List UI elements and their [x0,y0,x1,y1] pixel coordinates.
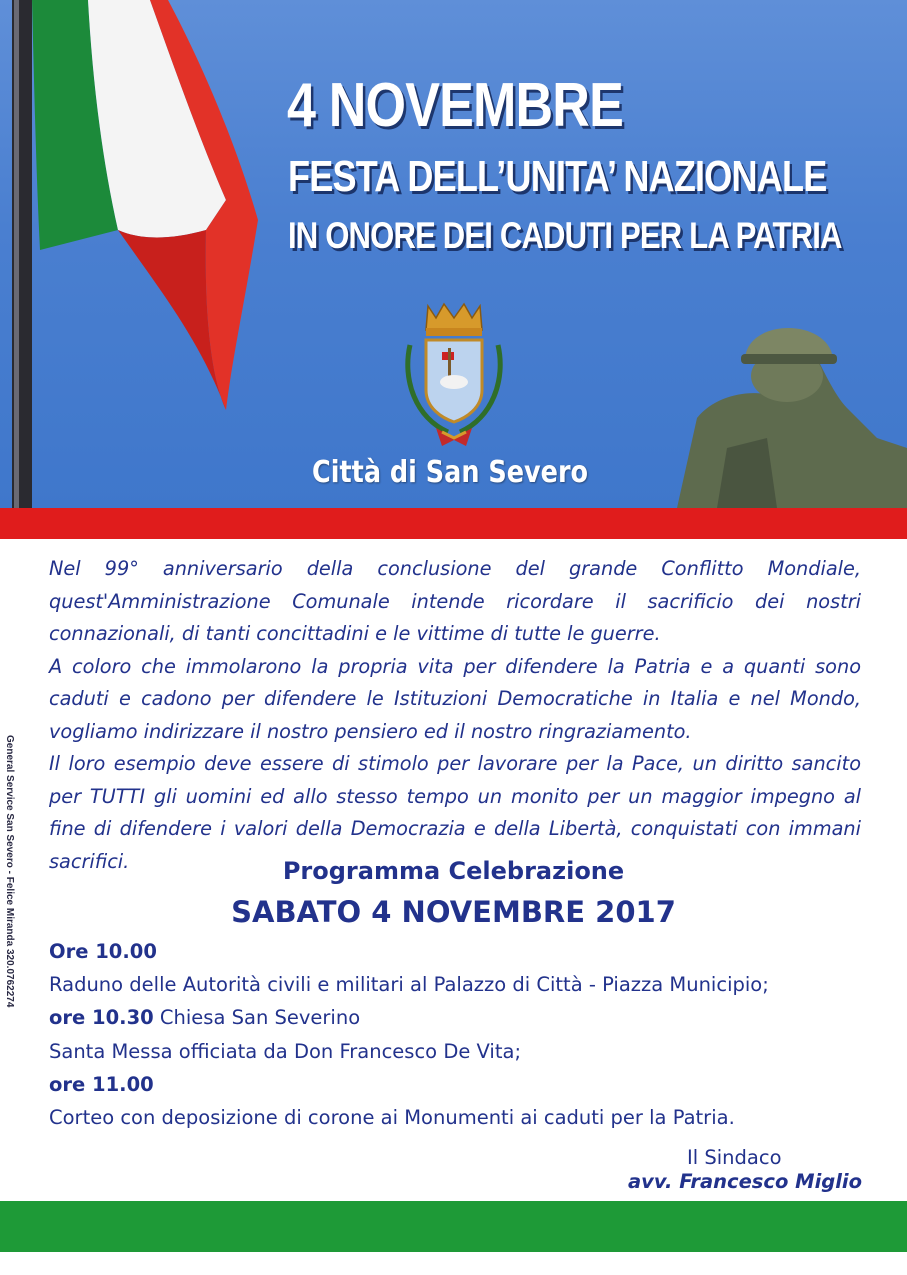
title-line-1: 4 NOVEMBRE [287,71,623,140]
intro-text [49,553,861,878]
title-line-3: IN ONORE DEI CADUTI PER LA PATRIA [288,215,842,256]
place-label: Chiesa San Severino [153,1006,361,1030]
soldier-statue-icon [637,298,907,508]
time-label: ore 11.00 [49,1072,154,1096]
signer-role: Il Sindaco [687,1146,782,1169]
intro-paragraph-1: Nel 99° anniversario della conclusione del grande Conflitto Mondiale, quest'Amministrazione Comunale intende ricordare il sacrificio dei nostri connazionali, di tanti concittadini e le vittime di tutte le guerre. [49,557,861,645]
schedule-time-1 [49,935,879,968]
schedule-time-2 [49,1001,879,1034]
time-label: ore 10.30 [49,1006,154,1030]
red-band [0,508,907,539]
schedule-desc-2: Santa Messa officiata da Don Francesco De Vita; [49,1039,522,1063]
schedule-desc-1: Raduno delle Autorità civili e militari al Palazzo di Città - Piazza Municipio; [49,973,769,997]
intro-paragraph-2: A coloro che immolarono la propria vita per difendere la Patria e a quanti sono caduti e cadono per difendere le Istituzioni Democratiche in Italia e nel Mondo, vogliamo indirizzare il nostro pensiero ed il nostro ringraziamento. [49,654,861,743]
side-credit: General Service San Severo - Felice Miranda 320.0762274 [4,735,15,1008]
coat-of-arms-icon [396,300,512,450]
header-banner [0,0,907,508]
schedule-desc-3: Corteo con deposizione di corone ai Monumenti ai caduti per la Patria. [49,1106,735,1130]
program-title: Programma Celebrazione [282,857,625,885]
program-schedule [49,935,879,1134]
title-line-2: FESTA DELL’UNITA’ NAZIONALE [288,152,827,201]
intro-paragraph-3: Il loro esempio deve essere di stimolo per lavorare per la Pace, un diritto sancito per TUTTI gli uomini ed allo stesso tempo un monito per un maggior impegno al fine di difendere i valori della Democrazia e della Libertà, conquistati con immani sacrifici. [49,752,861,873]
schedule-time-3 [49,1068,879,1101]
green-band [0,1201,907,1252]
time-label: Ore 10.00 [49,940,157,963]
city-name: Città di San Severo [312,455,589,490]
italian-flag-icon [0,0,280,508]
signer-name: avv. Francesco Miglio [628,1170,862,1193]
program-date: SABATO 4 NOVEMBRE 2017 [231,895,676,929]
